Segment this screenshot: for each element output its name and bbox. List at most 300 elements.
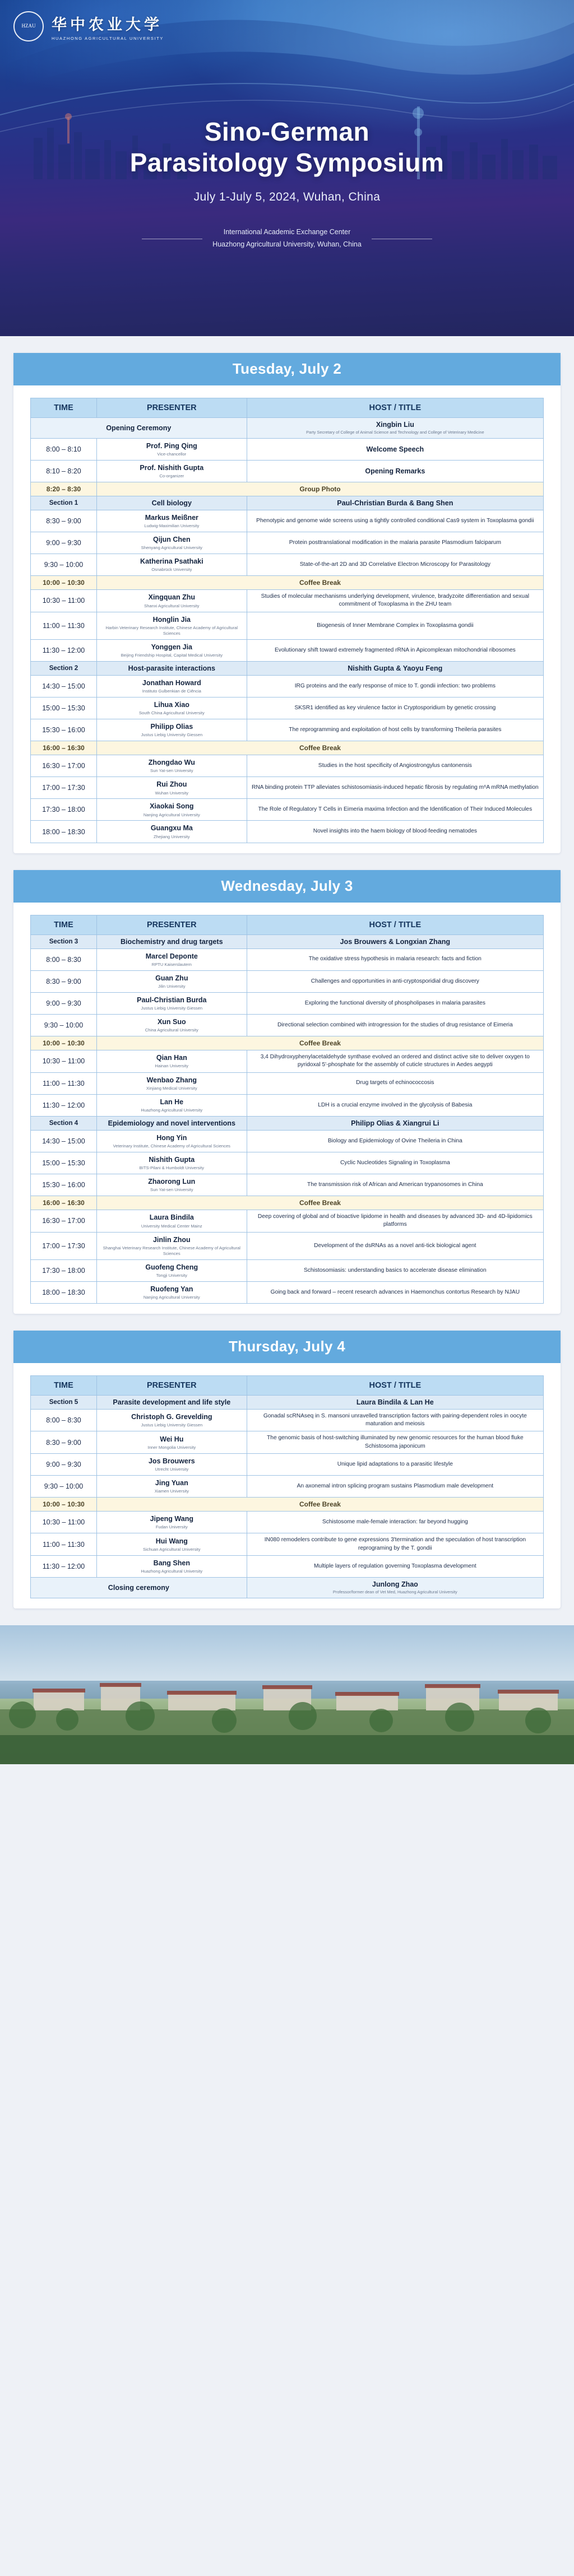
talk-title: Evolutionary shift toward extremely fragmented rRNA in Apicomplexan mitochondrial ribosomes <box>274 647 516 653</box>
talk-presenter <box>96 719 247 741</box>
talk-row <box>31 948 544 970</box>
presenter-affiliation: Justus Liebig University Giessen <box>141 1006 203 1011</box>
talk-title: State-of-the-art 2D and 3D Correlative Electron Microscopy for Parasitology <box>299 561 490 568</box>
section-chair: Laura Bindila & Lan He <box>247 1395 543 1409</box>
closing-label: Closing ceremony <box>31 1578 247 1598</box>
presenter-name: Xingquan Zhu <box>148 593 195 602</box>
section-label: Section 5 <box>31 1395 97 1409</box>
presenter-affiliation: Instituto Gulbenkian de Ciência <box>142 689 201 694</box>
talk-presenter <box>96 948 247 970</box>
ceremony-host-name: Junlong Zhao <box>372 1580 418 1588</box>
schedule-table <box>30 1375 544 1598</box>
presenter-name: Guan Zhu <box>155 974 188 982</box>
presenter-affiliation: Justus Liebig University Giessen <box>141 1422 203 1428</box>
talk-row <box>31 554 544 576</box>
photo-campus-shapes <box>0 1625 574 1764</box>
talk-row <box>31 612 544 639</box>
event-title-line1: Sino-German <box>204 117 370 146</box>
presenter-name: Zhaorong Lun <box>148 1178 196 1186</box>
day-cards-container <box>0 336 574 1608</box>
talk-presenter <box>96 777 247 799</box>
talk-title: Multiple layers of regulation governing Toxoplasma development <box>313 1563 476 1569</box>
break-time: 16:00 – 16:30 <box>31 741 97 755</box>
talk-title-cell <box>247 1555 543 1577</box>
section-name: Biochemistry and drug targets <box>96 934 247 948</box>
talk-time: 11:00 – 11:30 <box>31 1072 97 1094</box>
break-row <box>31 1498 544 1512</box>
venue-block <box>212 226 362 251</box>
talk-row <box>31 1281 544 1303</box>
break-time: 8:20 – 8:30 <box>31 482 97 496</box>
talk-title-cell <box>247 1050 543 1073</box>
presenter-name: Hong Yin <box>156 1133 187 1142</box>
talk-title: The genomic basis of host-switching illuminated by new genomic resources for the human blood fluke Schistosoma japonicum <box>267 1435 524 1449</box>
presenter-affiliation: Tongji University <box>156 1272 187 1278</box>
presenter-name: Jinlin Zhou <box>152 1235 191 1244</box>
presenter-affiliation: South China Agricultural University <box>138 710 205 716</box>
section-label: Section 2 <box>31 661 97 675</box>
break-label: Coffee Break <box>96 576 543 590</box>
presenter-affiliation: Nanjing Agricultural University <box>143 812 200 817</box>
talk-row <box>31 438 544 460</box>
talk-title: Protein posttranslational modification in the malaria parasite Plasmodium falciparum <box>289 539 501 546</box>
presenter-name: Honglin Jia <box>152 615 191 624</box>
talk-presenter <box>96 612 247 639</box>
talk-time: 14:30 – 15:00 <box>31 675 97 697</box>
presenter-affiliation: Shenyang Agricultural University <box>141 545 202 551</box>
talk-time: 11:30 – 12:00 <box>31 1555 97 1577</box>
presenter-name: Prof. Ping Qing <box>146 441 197 450</box>
section-row <box>31 496 544 510</box>
talk-title-cell <box>247 821 543 843</box>
talk-title-cell <box>247 532 543 554</box>
section-label: Section 3 <box>31 934 97 948</box>
event-title-line2: Parasitology Symposium <box>129 148 445 178</box>
presenter-name: Yonggen Jia <box>151 643 193 651</box>
talk-presenter <box>96 1174 247 1196</box>
talk-row <box>31 1409 544 1431</box>
talk-title-cell <box>247 697 543 719</box>
talk-title: Development of the dsRNAs as a novel anti-tick biological agent <box>314 1242 476 1249</box>
talk-title: Novel insights into the haem biology of blood-feeding nematodes <box>313 828 477 835</box>
talk-title-cell <box>247 719 543 741</box>
presenter-name: Bang Shen <box>153 1559 190 1567</box>
presenter-name: Wenbao Zhang <box>146 1076 197 1084</box>
talk-time: 9:30 – 10:00 <box>31 1014 97 1036</box>
talk-time: 16:30 – 17:00 <box>31 755 97 777</box>
talk-row <box>31 1094 544 1116</box>
talk-row <box>31 639 544 661</box>
talk-title: Unique lipid adaptations to a parasitic lifestyle <box>337 1461 453 1467</box>
section-name: Epidemiology and novel interventions <box>96 1116 247 1130</box>
presenter-name: Xiaokai Song <box>150 802 194 811</box>
talk-time: 10:30 – 11:00 <box>31 1050 97 1073</box>
talk-row <box>31 755 544 777</box>
schedule-body <box>31 418 544 843</box>
talk-time: 14:30 – 15:00 <box>31 1130 97 1152</box>
talk-title-cell <box>247 1512 543 1533</box>
day-card <box>13 870 561 1314</box>
talk-time: 10:30 – 11:00 <box>31 1512 97 1533</box>
talk-title-cell <box>247 1210 543 1233</box>
presenter-affiliation: Xinjiang Medical University <box>146 1085 197 1091</box>
talk-presenter <box>96 460 247 482</box>
presenter-name: Prof. Nishith Gupta <box>140 463 204 472</box>
talk-time: 8:30 – 9:00 <box>31 970 97 992</box>
presenter-affiliation: University Medical Center Mainz <box>141 1223 202 1229</box>
talk-time: 9:00 – 9:30 <box>31 532 97 554</box>
presenter-name: Marcel Deponte <box>145 952 198 960</box>
break-row <box>31 1036 544 1050</box>
talk-row <box>31 1259 544 1281</box>
col-header-time: TIME <box>31 1375 97 1395</box>
break-label: Coffee Break <box>96 1196 543 1210</box>
talk-presenter <box>96 755 247 777</box>
talk-row <box>31 1431 544 1454</box>
university-name-en: HUAZHONG AGRICULTURAL UNIVERSITY <box>52 35 164 41</box>
talk-title: IN080 remodelers contribute to gene expressions 3'termination and the speculation of host transcription reprograming by the T. gondii <box>264 1537 526 1551</box>
col-header-host: HOST / TITLE <box>247 1375 543 1395</box>
talk-title-cell <box>247 1476 543 1498</box>
section-row <box>31 934 544 948</box>
talk-presenter <box>96 1050 247 1073</box>
talk-title: The Role of Regulatory T Cells in Eimeria maxima Infection and the Identification of Their Induced Molecules <box>258 806 533 813</box>
break-row <box>31 482 544 496</box>
talk-title-cell <box>247 510 543 532</box>
talk-time: 18:00 – 18:30 <box>31 821 97 843</box>
section-row <box>31 661 544 675</box>
talk-row <box>31 777 544 799</box>
col-header-presenter: PRESENTER <box>96 398 247 418</box>
talk-title-cell <box>247 1259 543 1281</box>
presenter-name: Hui Wang <box>155 1537 188 1545</box>
talk-presenter <box>96 992 247 1014</box>
talk-row <box>31 1130 544 1152</box>
presenter-name: Jipeng Wang <box>150 1515 193 1523</box>
presenter-name: Wei Hu <box>160 1435 184 1443</box>
day-heading: Thursday, July 4 <box>13 1331 561 1363</box>
talk-title-cell <box>247 970 543 992</box>
talk-presenter <box>96 1409 247 1431</box>
presenter-affiliation: Shanghai Veterinary Research Institute, Chinese Academy of Agricultural Sciences <box>103 1245 240 1256</box>
talk-presenter <box>96 554 247 576</box>
presenter-affiliation: Shanxi Agricultural University <box>144 603 200 608</box>
break-label: Group Photo <box>96 482 543 496</box>
break-time: 10:00 – 10:30 <box>31 1498 97 1512</box>
seal-label: HZAU <box>21 23 36 29</box>
opening-label: Opening Ceremony <box>31 418 247 439</box>
ceremony-host <box>247 418 543 439</box>
talk-title: Biogenesis of Inner Membrane Complex in Toxoplasma gondii <box>317 622 474 629</box>
presenter-name: Markus Meißner <box>145 513 198 522</box>
talk-title-cell <box>247 755 543 777</box>
presenter-affiliation: Huazhong Agricultural University <box>141 1107 203 1113</box>
talk-title: 3,4 Dihydroxyphenylacetaldehyde synthase evolved an ordered and distinct active site to deliver oxygen to pyridoxal 5'-phosphate for the assembly of cuticle structures in Aedes aegypti <box>260 1054 530 1068</box>
section-chair: Paul-Christian Burda & Bang Shen <box>247 496 543 510</box>
talk-presenter <box>96 590 247 612</box>
talk-presenter <box>96 1431 247 1454</box>
section-label: Section 4 <box>31 1116 97 1130</box>
talk-title-cell <box>247 948 543 970</box>
break-time: 16:00 – 16:30 <box>31 1196 97 1210</box>
presenter-affiliation: Osnabrück University <box>151 567 192 573</box>
talk-title-cell <box>247 639 543 661</box>
schedule-body <box>31 1395 544 1598</box>
talk-time: 17:00 – 17:30 <box>31 1232 97 1259</box>
col-header-presenter: PRESENTER <box>96 915 247 934</box>
talk-presenter <box>96 532 247 554</box>
talk-presenter <box>96 1210 247 1233</box>
presenter-affiliation: Harbin Veterinary Research Institute, Chinese Academy of Agricultural Sciences <box>105 625 238 636</box>
talk-title-cell <box>247 1409 543 1431</box>
talk-presenter <box>96 639 247 661</box>
break-label: Coffee Break <box>96 1498 543 1512</box>
section-row <box>31 1395 544 1409</box>
presenter-affiliation: China Agricultural University <box>145 1027 198 1033</box>
talk-title: Studies of molecular mechanisms underlying development, virulence, bradyzoite differentiation and sexual commitment of Toxoplasma in the ZHU team <box>261 593 529 608</box>
talk-row <box>31 675 544 697</box>
talk-time: 17:30 – 18:00 <box>31 799 97 821</box>
talk-title-cell <box>247 438 543 460</box>
section-chair: Nishith Gupta & Yaoyu Feng <box>247 661 543 675</box>
presenter-affiliation: Utrecht University <box>155 1467 189 1472</box>
talk-title-cell <box>247 1454 543 1476</box>
talk-title: The transmission risk of African and American trypanosomes in China <box>307 1181 483 1188</box>
talk-title: Gonadal scRNAseq in S. mansoni unravelled transcription factors with pairing-dependent roles in oocyte maturation and meiosis <box>263 1412 527 1428</box>
talk-row <box>31 1512 544 1533</box>
talk-row <box>31 821 544 843</box>
talk-presenter <box>96 970 247 992</box>
section-row <box>31 1116 544 1130</box>
presenter-affiliation: RPTU Kaiserslautern <box>151 961 192 967</box>
talk-presenter <box>96 1281 247 1303</box>
presenter-affiliation: Inner Mongolia University <box>147 1444 196 1450</box>
talk-row <box>31 1454 544 1476</box>
talk-title-cell <box>247 675 543 697</box>
presenter-name: Lan He <box>160 1098 184 1106</box>
talk-title: Studies in the host specificity of Angiostrongylus cantonensis <box>318 762 472 769</box>
presenter-affiliation: Ludwig-Maximilian University <box>144 523 200 529</box>
presenter-affiliation: Sun Yat-sen University <box>150 1187 193 1193</box>
talk-title-cell <box>247 1174 543 1196</box>
talk-title: Schistosomiasis: understanding basics to accelerate disease elimination <box>304 1267 487 1273</box>
talk-time: 11:30 – 12:00 <box>31 639 97 661</box>
talk-title: Opening Remarks <box>365 467 425 475</box>
talk-time: 8:00 – 8:10 <box>31 438 97 460</box>
presenter-affiliation: BITS-Pilani & Humboldt University <box>139 1165 204 1171</box>
talk-presenter <box>96 1014 247 1036</box>
presenter-name: Nishith Gupta <box>149 1155 195 1164</box>
talk-title: Challenges and opportunities in anti-cryptosporidial drug discovery <box>311 978 479 984</box>
talk-title: Directional selection combined with introgression for the studies of drug resistance of Eimeria <box>277 1021 513 1028</box>
presenter-name: Katherina Psathaki <box>140 557 203 566</box>
campus-photo <box>0 1625 574 1764</box>
schedule-table <box>30 915 544 1304</box>
break-time: 10:00 – 10:30 <box>31 1036 97 1050</box>
talk-time: 8:00 – 8:30 <box>31 1409 97 1431</box>
day-heading: Wednesday, July 3 <box>13 870 561 903</box>
talk-title-cell <box>247 1072 543 1094</box>
day-card <box>13 1331 561 1608</box>
section-name: Cell biology <box>96 496 247 510</box>
talk-row <box>31 1210 544 1233</box>
presenter-affiliation: Hainan University <box>155 1063 189 1069</box>
card-spacer <box>0 336 574 353</box>
talk-row <box>31 992 544 1014</box>
talk-title: Drug targets of echinococcosis <box>356 1080 434 1086</box>
talk-title-cell <box>247 612 543 639</box>
presenter-name: Guofeng Cheng <box>145 1263 198 1271</box>
talk-row <box>31 719 544 741</box>
presenter-name: Qian Han <box>156 1054 187 1062</box>
talk-title-cell <box>247 992 543 1014</box>
university-name-cn: 华中农业大学 <box>52 16 163 33</box>
break-time: 10:00 – 10:30 <box>31 576 97 590</box>
talk-presenter <box>96 799 247 821</box>
talk-title-cell <box>247 1281 543 1303</box>
talk-title: RNA binding protein TTP alleviates schistosomiasis-induced hepatic fibrosis by regulating m⁶A mRNA methylation <box>251 784 539 791</box>
presenter-name: Jonathan Howard <box>142 678 201 687</box>
ceremony-host-affiliation: Party Secretary of College of Animal Science and Technology and College of Veterinary Medicine <box>306 430 484 435</box>
presenter-affiliation: Wuhan University <box>155 790 188 796</box>
talk-title-cell <box>247 1232 543 1259</box>
talk-time: 9:00 – 9:30 <box>31 992 97 1014</box>
talk-presenter <box>96 1533 247 1556</box>
talk-row <box>31 1014 544 1036</box>
talk-row <box>31 799 544 821</box>
hero-banner <box>0 0 574 336</box>
talk-row <box>31 1152 544 1174</box>
talk-row <box>31 1476 544 1498</box>
section-label: Section 1 <box>31 496 97 510</box>
talk-presenter <box>96 1130 247 1152</box>
talk-title: Cyclic Nucleotides Signaling in Toxoplasma <box>340 1159 450 1166</box>
talk-presenter <box>96 1476 247 1498</box>
talk-title-cell <box>247 1533 543 1556</box>
talk-title: Going back and forward – recent research advances in Haemonchus contortus Research by NJAU <box>270 1289 520 1295</box>
talk-title-cell <box>247 590 543 612</box>
talk-title-cell <box>247 1431 543 1454</box>
talk-row <box>31 1533 544 1556</box>
presenter-affiliation: Sun Yat-sen University <box>150 768 193 774</box>
ceremony-host-name: Xingbin Liu <box>376 421 414 429</box>
talk-title-cell <box>247 554 543 576</box>
talk-presenter <box>96 1072 247 1094</box>
presenter-affiliation: Xiamen University <box>154 1489 189 1494</box>
talk-time: 17:00 – 17:30 <box>31 777 97 799</box>
day-heading: Tuesday, July 2 <box>13 353 561 385</box>
ceremony-host-affiliation: Professor/former dean of Vet Med, Huazhong Agricultural University <box>332 1589 457 1594</box>
talk-row <box>31 1174 544 1196</box>
talk-presenter <box>96 1454 247 1476</box>
talk-time: 9:00 – 9:30 <box>31 1454 97 1476</box>
talk-time: 15:00 – 15:30 <box>31 697 97 719</box>
talk-presenter <box>96 1152 247 1174</box>
section-name: Parasite development and life style <box>96 1395 247 1409</box>
presenter-name: Rui Zhou <box>156 780 187 789</box>
talk-title: The oxidative stress hypothesis in malaria research: facts and fiction <box>308 956 482 962</box>
opening-ceremony-row <box>31 418 544 439</box>
talk-row <box>31 697 544 719</box>
talk-time: 8:10 – 8:20 <box>31 460 97 482</box>
event-date: July 1-July 5, 2024, Wuhan, China <box>193 190 381 204</box>
talk-title-cell <box>247 1014 543 1036</box>
col-header-host: HOST / TITLE <box>247 915 543 934</box>
talk-presenter <box>96 1259 247 1281</box>
presenter-affiliation: Vice-chancellor <box>157 451 187 457</box>
card-spacer <box>0 853 574 870</box>
talk-time: 8:00 – 8:30 <box>31 948 97 970</box>
talk-time: 9:30 – 10:00 <box>31 554 97 576</box>
break-label: Coffee Break <box>96 1036 543 1050</box>
talk-presenter <box>96 1232 247 1259</box>
talk-title-cell <box>247 1152 543 1174</box>
presenter-name: Qijun Chen <box>152 535 191 543</box>
talk-title: SKSR1 identified as key virulence factor in Cryptosporidium by genetic crossing <box>294 704 496 711</box>
talk-time: 15:30 – 16:00 <box>31 719 97 741</box>
hero-text-block <box>0 0 574 251</box>
presenter-name: Philipp Olias <box>150 723 193 731</box>
presenter-name: Laura Bindila <box>149 1213 194 1222</box>
venue-line2: Huazhong Agricultural University, Wuhan, China <box>212 240 362 249</box>
break-label: Coffee Break <box>96 741 543 755</box>
talk-title-cell <box>247 777 543 799</box>
presenter-affiliation: Fudan University <box>155 1524 188 1530</box>
talk-presenter <box>96 697 247 719</box>
talk-row <box>31 510 544 532</box>
presenter-affiliation: Veterinary Institute, Chinese Academy of Agricultural Sciences <box>113 1143 230 1149</box>
talk-title-cell <box>247 799 543 821</box>
section-chair: Philipp Olias & Xiangrui Li <box>247 1116 543 1130</box>
talk-time: 8:30 – 9:00 <box>31 1431 97 1454</box>
venue-line1: International Academic Exchange Center <box>223 228 351 236</box>
talk-presenter <box>96 821 247 843</box>
talk-time: 8:30 – 9:00 <box>31 510 97 532</box>
talk-presenter <box>96 1512 247 1533</box>
talk-title-cell <box>247 1130 543 1152</box>
presenter-affiliation: Zhejiang University <box>154 834 190 839</box>
card-spacer <box>0 1314 574 1331</box>
talk-time: 18:00 – 18:30 <box>31 1281 97 1303</box>
schedule-body <box>31 934 544 1303</box>
presenter-name: Jos Brouwers <box>148 1457 195 1465</box>
talk-time: 11:00 – 11:30 <box>31 612 97 639</box>
hero-divider <box>130 226 444 251</box>
talk-title-cell <box>247 460 543 482</box>
presenter-name: Christoph G. Grevelding <box>131 1413 212 1421</box>
presenter-name: Guangxu Ma <box>150 824 193 833</box>
break-row <box>31 741 544 755</box>
break-row <box>31 1196 544 1210</box>
presenter-name: Xun Suo <box>157 1017 186 1026</box>
talk-time: 15:30 – 16:00 <box>31 1174 97 1196</box>
closing-ceremony-row <box>31 1578 544 1598</box>
talk-time: 9:30 – 10:00 <box>31 1476 97 1498</box>
talk-title: An axonemal intron splicing program sustains Plasmodium male development <box>297 1483 494 1490</box>
presenter-affiliation: Nanjing Agricultural University <box>143 1295 200 1300</box>
talk-title: The reprogramming and exploitation of host cells by transforming Theileria parasites <box>289 726 502 733</box>
break-row <box>31 576 544 590</box>
talk-presenter <box>96 438 247 460</box>
talk-title: LDH is a crucial enzyme involved in the glycolysis of Babesia <box>318 1101 473 1108</box>
presenter-affiliation: Sichuan Agricultural University <box>143 1546 201 1552</box>
talk-row <box>31 590 544 612</box>
talk-time: 10:30 – 11:00 <box>31 590 97 612</box>
presenter-affiliation: Jilin University <box>158 983 186 989</box>
col-header-time: TIME <box>31 915 97 934</box>
col-header-time: TIME <box>31 398 97 418</box>
section-name: Host-parasite interactions <box>96 661 247 675</box>
